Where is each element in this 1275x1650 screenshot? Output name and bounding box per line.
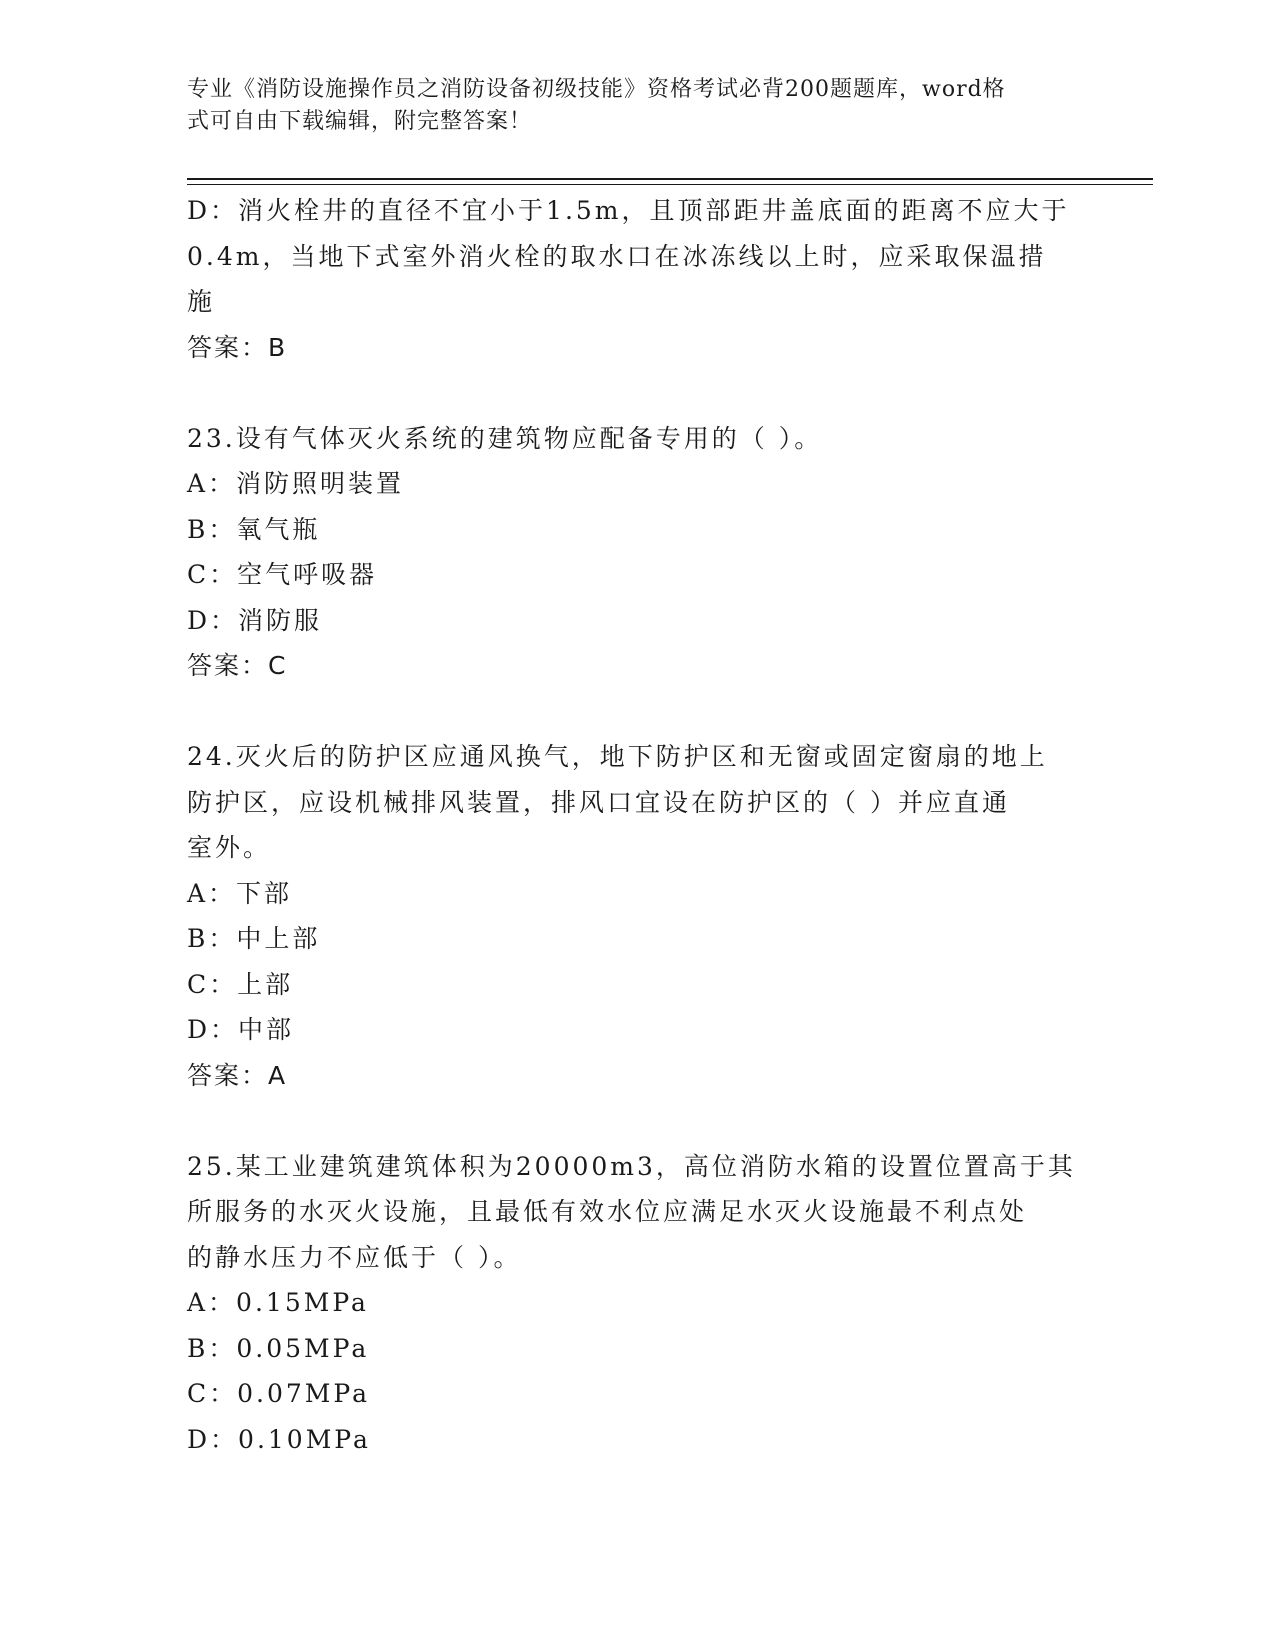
question-stem-line: 25.某工业建筑建筑体积为20000m3，高位消防水箱的设置位置高于其 bbox=[187, 1151, 1076, 1181]
option-d: D：0.10MPa bbox=[187, 1424, 371, 1454]
previous-question-tail bbox=[187, 188, 1087, 370]
option-a: A：消防照明装置 bbox=[187, 469, 405, 498]
option-a: A：下部 bbox=[187, 878, 293, 908]
question-stem: 23.设有气体灭火系统的建筑物应配备专用的（ ）。 bbox=[187, 423, 823, 453]
header-line-1: 专业《消防设施操作员之消防设备初级技能》资格考试必背200题题库，word格 bbox=[187, 77, 1006, 102]
option-d: D：中部 bbox=[187, 1015, 295, 1044]
question-stem-line: 24.灭火后的防护区应通风换气，地下防护区和无窗或固定窗扇的地上 bbox=[187, 742, 1048, 771]
header-divider-thick bbox=[187, 178, 1153, 180]
option-b: B：0.05MPa bbox=[187, 1333, 370, 1363]
answer-label: 答案：C bbox=[187, 651, 288, 680]
option-d-line: 施 bbox=[187, 287, 216, 316]
question-list bbox=[187, 188, 1087, 1462]
question-24 bbox=[187, 734, 1087, 1098]
option-c: C：上部 bbox=[187, 969, 294, 999]
question-25 bbox=[187, 1144, 1087, 1463]
question-stem-line: 室外。 bbox=[187, 833, 272, 862]
option-d-line: 0.4m，当地下式室外消火栓的取水口在冰冻线以上时，应采取保温措 bbox=[187, 241, 1047, 271]
document-header bbox=[187, 74, 1067, 138]
option-c: C：空气呼吸器 bbox=[187, 560, 378, 589]
answer-label: 答案：B bbox=[187, 332, 288, 362]
question-stem-line: 防护区，应设机械排风装置，排风口宜设在防护区的（ ）并应直通 bbox=[187, 787, 1010, 817]
option-c: C：0.07MPa bbox=[187, 1379, 370, 1408]
header-line-2: 式可自由下载编辑，附完整答案！ bbox=[187, 109, 533, 134]
question-stem-line: 的静水压力不应低于（ ）。 bbox=[187, 1242, 522, 1272]
option-b: B：氧气瓶 bbox=[187, 514, 321, 544]
answer-label: 答案：A bbox=[187, 1060, 288, 1090]
option-b: B：中上部 bbox=[187, 924, 321, 953]
option-d-line: D：消火栓井的直径不宜小于1.5m，且顶部距井盖底面的距离不应大于 bbox=[187, 196, 1070, 225]
header-divider-thin bbox=[187, 184, 1153, 185]
question-23 bbox=[187, 416, 1087, 689]
question-stem-line: 所服务的水灭火设施，且最低有效水位应满足水灭火设施最不利点处 bbox=[187, 1197, 1028, 1226]
option-a: A：0.15MPa bbox=[187, 1288, 369, 1317]
option-d: D：消防服 bbox=[187, 605, 323, 635]
